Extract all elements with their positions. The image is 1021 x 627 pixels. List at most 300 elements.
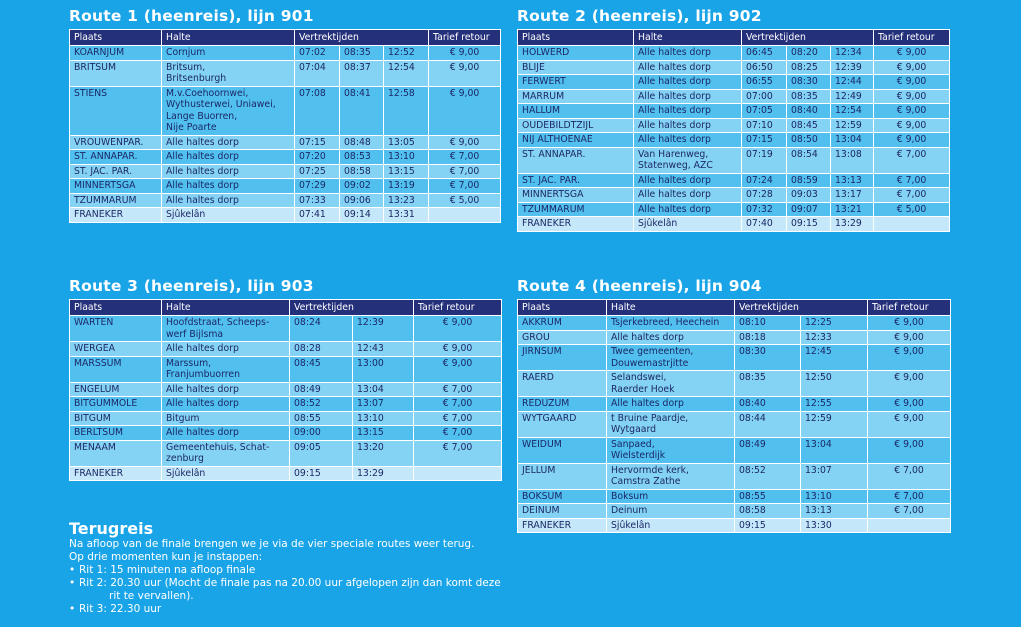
- cell-time: 07:02: [295, 46, 340, 61]
- table-row: [70, 60, 501, 86]
- table-row: [518, 104, 950, 119]
- header-vertrektijden: Vertrektijden: [295, 30, 429, 46]
- terugreis-intro-2: Op drie momenten kun je instappen:: [69, 551, 263, 563]
- cell-time: 07:15: [742, 133, 787, 148]
- table-row: [70, 466, 502, 481]
- cell-tarief: € 9,00: [874, 104, 950, 119]
- cell-halte: Alle haltes dorp: [162, 382, 290, 397]
- cell-time: 12:44: [831, 75, 874, 90]
- cell-time: 07:20: [295, 150, 340, 165]
- table-row: [70, 150, 501, 165]
- cell-time: 08:45: [290, 356, 353, 382]
- cell-time: 08:58: [340, 164, 384, 179]
- cell-halte: Alle haltes dorp: [162, 150, 295, 165]
- cell-time: 07:05: [742, 104, 787, 119]
- route-4-section: [517, 277, 951, 533]
- cell-tarief: € 7,00: [868, 489, 951, 504]
- cell-tarief: € 9,00: [414, 342, 502, 357]
- cell-time: 13:20: [353, 440, 414, 466]
- cell-plaats: KOARNJUM: [70, 46, 162, 61]
- cell-halte: Van Harenweg, Statenweg, AZC: [634, 147, 742, 173]
- cell-halte: Alle haltes dorp: [634, 118, 742, 133]
- table-header-row: [518, 30, 950, 46]
- table-row: [70, 208, 501, 223]
- table-row: [70, 426, 502, 441]
- cell-time: 13:08: [831, 147, 874, 173]
- cell-time: 13:07: [353, 397, 414, 412]
- header-halte: Halte: [162, 300, 290, 316]
- cell-tarief: € 9,00: [874, 89, 950, 104]
- cell-halte: Deinum: [607, 504, 735, 519]
- route-3-section: [69, 277, 502, 481]
- cell-plaats: BITGUM: [70, 411, 162, 426]
- cell-time: 12:55: [801, 397, 868, 412]
- cell-tarief: [414, 466, 502, 481]
- cell-time: 12:39: [353, 316, 414, 342]
- terugreis-list: [69, 564, 514, 616]
- cell-time: 08:40: [787, 104, 831, 119]
- cell-time: 08:24: [290, 316, 353, 342]
- cell-halte: Twee gemeenten, Douwemastrjitte: [607, 345, 735, 371]
- cell-halte: Alle haltes dorp: [634, 188, 742, 203]
- cell-plaats: ST. JAC. PAR.: [518, 173, 634, 188]
- table-row: [70, 356, 502, 382]
- cell-tarief: € 7,00: [429, 150, 501, 165]
- cell-time: 09:14: [340, 208, 384, 223]
- cell-time: 12:34: [831, 46, 874, 61]
- cell-time: 08:58: [735, 504, 801, 519]
- header-halte: Halte: [162, 30, 295, 46]
- cell-tarief: € 7,00: [414, 382, 502, 397]
- cell-time: 12:43: [353, 342, 414, 357]
- table-header-row: [70, 300, 502, 316]
- cell-plaats: STIENS: [70, 86, 162, 135]
- table-row: [518, 60, 950, 75]
- table-row: [70, 86, 501, 135]
- cell-plaats: DEINUM: [518, 504, 607, 519]
- cell-time: 08:44: [735, 411, 801, 437]
- cell-halte: Alle haltes dorp: [162, 164, 295, 179]
- terugreis-item: • Rit 3: 22.30 uur: [69, 603, 162, 615]
- cell-time: 08:20: [787, 46, 831, 61]
- cell-plaats: GROU: [518, 330, 607, 345]
- cell-time: 13:15: [384, 164, 429, 179]
- cell-plaats: BRITSUM: [70, 60, 162, 86]
- cell-time: 08:54: [787, 147, 831, 173]
- route-4-title: Route 4 (heenreis), lijn 904: [517, 277, 762, 295]
- cell-plaats: WARTEN: [70, 316, 162, 342]
- route-1-title: Route 1 (heenreis), lijn 901: [69, 7, 314, 25]
- cell-tarief: € 7,00: [868, 463, 951, 489]
- cell-time: 08:30: [787, 75, 831, 90]
- cell-time: 06:45: [742, 46, 787, 61]
- cell-time: 08:49: [735, 437, 801, 463]
- header-tarief: Tarief retour: [429, 30, 501, 46]
- cell-time: 08:55: [735, 489, 801, 504]
- cell-plaats: ENGELUM: [70, 382, 162, 397]
- cell-time: 13:29: [353, 466, 414, 481]
- cell-time: 13:05: [384, 135, 429, 150]
- cell-time: 09:15: [290, 466, 353, 481]
- table-row: [518, 75, 950, 90]
- cell-plaats: VROUWENPAR.: [70, 135, 162, 150]
- cell-plaats: REDUZUM: [518, 397, 607, 412]
- cell-plaats: FRANEKER: [518, 518, 607, 533]
- table-row: [518, 202, 950, 217]
- cell-tarief: € 9,00: [868, 330, 951, 345]
- table-row: [518, 118, 950, 133]
- table-row: [518, 89, 950, 104]
- bullet-icon: •: [69, 603, 76, 615]
- cell-halte: Alle haltes dorp: [634, 104, 742, 119]
- cell-halte: Alle haltes dorp: [634, 60, 742, 75]
- cell-time: 08:25: [787, 60, 831, 75]
- table-row: [518, 147, 950, 173]
- cell-halte: Hervormde kerk, Camstra Zathe: [607, 463, 735, 489]
- cell-plaats: WERGEA: [70, 342, 162, 357]
- cell-tarief: € 9,00: [868, 437, 951, 463]
- cell-tarief: € 9,00: [868, 397, 951, 412]
- cell-plaats: FRANEKER: [70, 208, 162, 223]
- cell-halte: Sjûkelân: [162, 466, 290, 481]
- cell-tarief: € 7,00: [874, 173, 950, 188]
- cell-time: 13:23: [384, 193, 429, 208]
- cell-halte: Alle haltes dorp: [162, 426, 290, 441]
- header-plaats: Plaats: [70, 30, 162, 46]
- header-vertrektijden: Vertrektijden: [290, 300, 414, 316]
- cell-tarief: € 9,00: [868, 411, 951, 437]
- cell-tarief: € 7,00: [414, 397, 502, 412]
- table-row: [70, 135, 501, 150]
- cell-time: 12:59: [831, 118, 874, 133]
- cell-plaats: MARRUM: [518, 89, 634, 104]
- cell-time: 07:28: [742, 188, 787, 203]
- cell-halte: Sjûkelân: [607, 518, 735, 533]
- cell-time: 06:50: [742, 60, 787, 75]
- cell-halte: Alle haltes dorp: [162, 179, 295, 194]
- cell-halte: Alle haltes dorp: [607, 330, 735, 345]
- cell-plaats: OUDEBILDTZIJL: [518, 118, 634, 133]
- cell-time: 09:15: [787, 217, 831, 232]
- route-2-title: Route 2 (heenreis), lijn 902: [517, 7, 762, 25]
- cell-tarief: € 9,00: [429, 135, 501, 150]
- cell-time: 13:13: [801, 504, 868, 519]
- cell-time: 08:50: [787, 133, 831, 148]
- cell-halte: Sanpaed, Wielsterdijk: [607, 437, 735, 463]
- cell-time: 12:33: [801, 330, 868, 345]
- cell-time: 07:00: [742, 89, 787, 104]
- cell-time: 09:02: [340, 179, 384, 194]
- table-row: [518, 173, 950, 188]
- cell-plaats: JIRNSUM: [518, 345, 607, 371]
- cell-plaats: MINNERTSGA: [70, 179, 162, 194]
- table-row: [70, 411, 502, 426]
- cell-halte: Britsum, Britsenburgh: [162, 60, 295, 86]
- table-row: [518, 345, 951, 371]
- header-plaats: Plaats: [70, 300, 162, 316]
- terugreis-item: • Rit 2: 20.30 uur (Mocht de finale pas na 20.00 uur afgelopen zijn dan komt deze rit te vervallen).: [69, 577, 501, 602]
- table-row: [70, 382, 502, 397]
- cell-time: 08:52: [735, 463, 801, 489]
- cell-plaats: BERLTSUM: [70, 426, 162, 441]
- table-row: [518, 330, 951, 345]
- cell-halte: Alle haltes dorp: [634, 46, 742, 61]
- table-row: [518, 518, 951, 533]
- cell-time: 08:53: [340, 150, 384, 165]
- cell-tarief: € 9,00: [874, 133, 950, 148]
- cell-time: 07:41: [295, 208, 340, 223]
- cell-halte: Boksum: [607, 489, 735, 504]
- cell-plaats: AKKRUM: [518, 316, 607, 331]
- cell-time: 07:32: [742, 202, 787, 217]
- cell-time: 09:07: [787, 202, 831, 217]
- header-halte: Halte: [607, 300, 735, 316]
- cell-plaats: MINNERTSGA: [518, 188, 634, 203]
- table-row: [518, 316, 951, 331]
- cell-time: 07:08: [295, 86, 340, 135]
- cell-time: 08:49: [290, 382, 353, 397]
- route-2-table: [517, 29, 950, 232]
- cell-time: 09:06: [340, 193, 384, 208]
- cell-halte: Alle haltes dorp: [634, 202, 742, 217]
- table-row: [518, 188, 950, 203]
- cell-time: 07:19: [742, 147, 787, 173]
- cell-plaats: ST. ANNAPAR.: [70, 150, 162, 165]
- cell-halte: Alle haltes dorp: [162, 397, 290, 412]
- cell-tarief: [868, 518, 951, 533]
- cell-plaats: MARSSUM: [70, 356, 162, 382]
- route-2-section: [517, 7, 950, 232]
- table-row: [518, 504, 951, 519]
- route-1-section: [69, 7, 501, 223]
- cell-time: 08:37: [340, 60, 384, 86]
- header-vertrektijden: Vertrektijden: [742, 30, 874, 46]
- cell-time: 13:04: [831, 133, 874, 148]
- table-row: [70, 316, 502, 342]
- cell-plaats: BLIJE: [518, 60, 634, 75]
- cell-time: 07:29: [295, 179, 340, 194]
- cell-time: 13:10: [384, 150, 429, 165]
- cell-plaats: FRANEKER: [70, 466, 162, 481]
- cell-time: 08:35: [735, 371, 801, 397]
- table-row: [70, 397, 502, 412]
- table-header-row: [518, 300, 951, 316]
- bullet-icon: •: [69, 564, 76, 576]
- cell-time: 08:55: [290, 411, 353, 426]
- cell-time: 08:45: [787, 118, 831, 133]
- cell-plaats: FRANEKER: [518, 217, 634, 232]
- cell-halte: Alle haltes dorp: [162, 135, 295, 150]
- cell-halte: Alle haltes dorp: [634, 89, 742, 104]
- cell-halte: Sjûkelân: [634, 217, 742, 232]
- cell-tarief: € 7,00: [868, 504, 951, 519]
- table-row: [70, 342, 502, 357]
- cell-time: 08:35: [787, 89, 831, 104]
- cell-time: 09:15: [735, 518, 801, 533]
- cell-time: 13:00: [353, 356, 414, 382]
- cell-time: 08:35: [340, 46, 384, 61]
- table-row: [70, 46, 501, 61]
- table-row: [518, 397, 951, 412]
- table-row: [518, 46, 950, 61]
- cell-plaats: NIJ ALTHOENAE: [518, 133, 634, 148]
- cell-time: 13:15: [353, 426, 414, 441]
- cell-halte: M.v.Coehoornwei, Wythusterwei, Uniawei, Lange Buorren, Nije Poarte: [162, 86, 295, 135]
- cell-time: 13:19: [384, 179, 429, 194]
- cell-halte: Sjûkelân: [162, 208, 295, 223]
- terugreis-intro: Na afloop van de finale brengen we je via de vier speciale routes weer terug.: [69, 538, 475, 550]
- cell-tarief: € 7,00: [874, 188, 950, 203]
- cell-plaats: BOKSUM: [518, 489, 607, 504]
- cell-time: 08:28: [290, 342, 353, 357]
- cell-plaats: JELLUM: [518, 463, 607, 489]
- terugreis-section: [69, 519, 514, 616]
- cell-halte: Selandswei, Raerder Hoek: [607, 371, 735, 397]
- cell-tarief: € 9,00: [874, 118, 950, 133]
- cell-halte: Alle haltes dorp: [634, 133, 742, 148]
- cell-halte: Cornjum: [162, 46, 295, 61]
- header-tarief: Tarief retour: [874, 30, 950, 46]
- cell-plaats: HOLWERD: [518, 46, 634, 61]
- cell-halte: Marssum, Franjumbuorren: [162, 356, 290, 382]
- cell-tarief: € 9,00: [874, 46, 950, 61]
- cell-time: 12:39: [831, 60, 874, 75]
- cell-time: 08:48: [340, 135, 384, 150]
- cell-tarief: € 7,00: [414, 411, 502, 426]
- header-plaats: Plaats: [518, 300, 607, 316]
- cell-time: 06:55: [742, 75, 787, 90]
- cell-plaats: RAERD: [518, 371, 607, 397]
- cell-time: 12:54: [384, 60, 429, 86]
- cell-tarief: € 9,00: [868, 345, 951, 371]
- cell-time: 12:25: [801, 316, 868, 331]
- cell-time: 13:10: [353, 411, 414, 426]
- cell-time: 13:17: [831, 188, 874, 203]
- cell-time: 13:04: [801, 437, 868, 463]
- cell-halte: Alle haltes dorp: [162, 342, 290, 357]
- cell-time: 08:52: [290, 397, 353, 412]
- cell-tarief: € 7,00: [874, 147, 950, 173]
- cell-time: 09:03: [787, 188, 831, 203]
- header-halte: Halte: [634, 30, 742, 46]
- cell-time: 13:10: [801, 489, 868, 504]
- table-row: [518, 489, 951, 504]
- cell-time: 13:29: [831, 217, 874, 232]
- table-header-row: [70, 30, 501, 46]
- cell-tarief: € 9,00: [414, 316, 502, 342]
- cell-tarief: € 7,00: [429, 179, 501, 194]
- cell-halte: Tsjerkebreed, Heechein: [607, 316, 735, 331]
- cell-tarief: € 9,00: [429, 46, 501, 61]
- cell-tarief: € 7,00: [414, 426, 502, 441]
- cell-time: 12:49: [831, 89, 874, 104]
- route-4-table: [517, 299, 951, 533]
- cell-plaats: WYTGAARD: [518, 411, 607, 437]
- table-row: [518, 217, 950, 232]
- cell-plaats: FERWERT: [518, 75, 634, 90]
- cell-time: 12:59: [801, 411, 868, 437]
- table-row: [518, 371, 951, 397]
- header-tarief: Tarief retour: [414, 300, 502, 316]
- cell-time: 08:10: [735, 316, 801, 331]
- cell-tarief: € 7,00: [414, 440, 502, 466]
- route-3-table: [69, 299, 502, 481]
- cell-tarief: € 9,00: [868, 371, 951, 397]
- table-row: [518, 437, 951, 463]
- cell-time: 12:54: [831, 104, 874, 119]
- cell-halte: Alle haltes dorp: [162, 193, 295, 208]
- header-vertrektijden: Vertrektijden: [735, 300, 868, 316]
- cell-plaats: ST. ANNAPAR.: [518, 147, 634, 173]
- cell-halte: Bitgum: [162, 411, 290, 426]
- cell-halte: Alle haltes dorp: [607, 397, 735, 412]
- cell-time: 13:04: [353, 382, 414, 397]
- table-row: [70, 164, 501, 179]
- cell-time: 13:31: [384, 208, 429, 223]
- cell-time: 08:40: [735, 397, 801, 412]
- route-3-title: Route 3 (heenreis), lijn 903: [69, 277, 314, 295]
- terugreis-title: Terugreis: [69, 519, 154, 538]
- cell-time: 07:04: [295, 60, 340, 86]
- cell-tarief: [874, 217, 950, 232]
- route-1-table: [69, 29, 501, 223]
- cell-time: 12:58: [384, 86, 429, 135]
- cell-tarief: € 9,00: [414, 356, 502, 382]
- cell-tarief: € 9,00: [429, 60, 501, 86]
- cell-plaats: TZUMMARUM: [518, 202, 634, 217]
- cell-time: 13:21: [831, 202, 874, 217]
- cell-time: 08:41: [340, 86, 384, 135]
- cell-halte: Gemeentehuis, Schat- zenburg: [162, 440, 290, 466]
- cell-time: 12:52: [384, 46, 429, 61]
- cell-plaats: BITGUMMOLE: [70, 397, 162, 412]
- cell-time: 07:33: [295, 193, 340, 208]
- cell-time: 09:00: [290, 426, 353, 441]
- bullet-icon: •: [69, 577, 76, 589]
- terugreis-item: • Rit 1: 15 minuten na afloop finale: [69, 564, 256, 576]
- table-row: [518, 463, 951, 489]
- cell-halte: Alle haltes dorp: [634, 173, 742, 188]
- cell-tarief: € 9,00: [874, 60, 950, 75]
- cell-plaats: WEIDUM: [518, 437, 607, 463]
- cell-time: 08:59: [787, 173, 831, 188]
- cell-time: 07:25: [295, 164, 340, 179]
- cell-tarief: € 5,00: [429, 193, 501, 208]
- cell-time: 13:13: [831, 173, 874, 188]
- cell-halte: Alle haltes dorp: [634, 75, 742, 90]
- header-plaats: Plaats: [518, 30, 634, 46]
- cell-plaats: MENAAM: [70, 440, 162, 466]
- cell-plaats: ST. JAC. PAR.: [70, 164, 162, 179]
- header-tarief: Tarief retour: [868, 300, 951, 316]
- cell-tarief: € 9,00: [874, 75, 950, 90]
- cell-time: 12:50: [801, 371, 868, 397]
- cell-time: 09:05: [290, 440, 353, 466]
- cell-time: 07:40: [742, 217, 787, 232]
- cell-time: 13:07: [801, 463, 868, 489]
- cell-time: 07:15: [295, 135, 340, 150]
- table-row: [70, 440, 502, 466]
- cell-time: 08:18: [735, 330, 801, 345]
- cell-tarief: € 9,00: [868, 316, 951, 331]
- table-row: [518, 411, 951, 437]
- cell-plaats: HALLUM: [518, 104, 634, 119]
- cell-tarief: € 7,00: [429, 164, 501, 179]
- cell-halte: Hoofdstraat, Scheeps- werf Bijlsma: [162, 316, 290, 342]
- cell-time: 12:45: [801, 345, 868, 371]
- cell-tarief: € 5,00: [874, 202, 950, 217]
- cell-time: 08:30: [735, 345, 801, 371]
